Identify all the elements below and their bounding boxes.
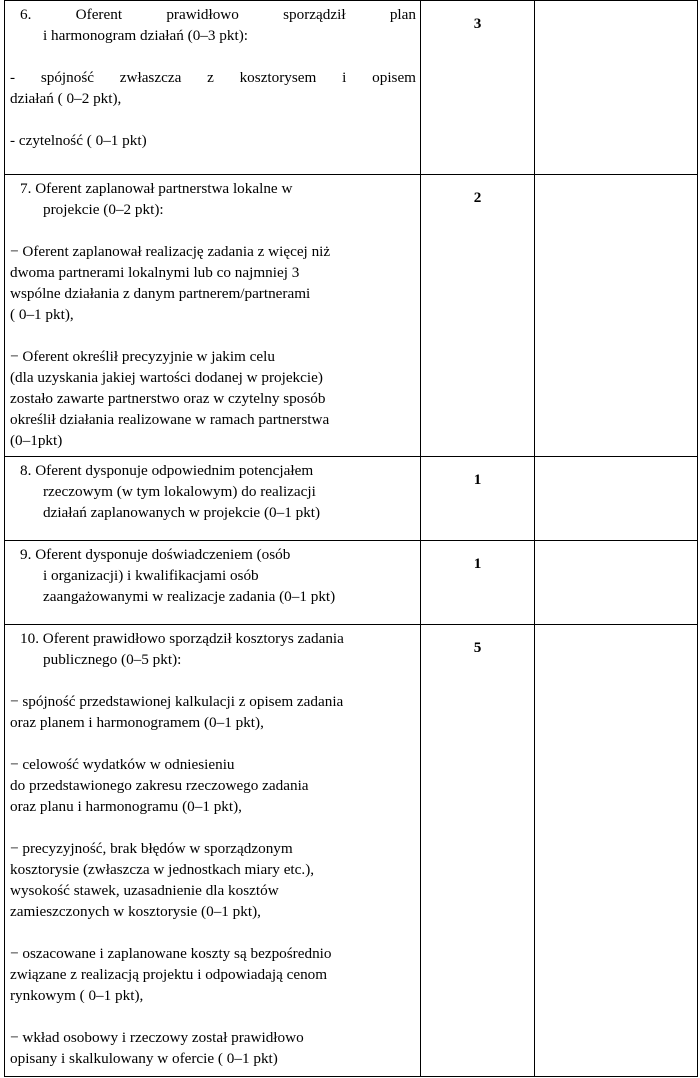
criterion-title	[10, 460, 416, 523]
max-score: 3	[473, 15, 482, 32]
criterion-subitem-line: określił działania realizowane w ramach partnerstwa	[10, 411, 330, 428]
criteria-row	[5, 625, 698, 1077]
criterion-title-line: projekcie (0–2 pkt):	[43, 201, 164, 218]
criterion-subitem-line: - spójność zwłaszcza z kosztorysem i opisem	[10, 69, 416, 86]
criterion-title-line: 8. Oferent dysponuje odpowiednim potencjałem	[20, 462, 314, 479]
criterion-subitem-line: − wkład osobowy i rzeczowy został prawidłowo	[10, 1029, 304, 1046]
max-score: 1	[473, 471, 482, 488]
criterion-subitem-line: do przedstawionego zakresu rzeczowego zadania	[10, 777, 309, 794]
criterion-subitem	[10, 691, 416, 733]
criterion-subitem	[10, 67, 416, 109]
criterion-subitem	[10, 130, 416, 151]
criterion-description	[5, 625, 420, 1073]
criteria-row	[5, 541, 698, 625]
criterion-title-line: 6. Oferent prawidłowo sporządził plan	[20, 6, 416, 23]
criterion-title-line: i organizacji) i kwalifikacjami osób	[43, 567, 259, 584]
awarded-score-cell	[535, 1, 698, 175]
criterion-subitem-line: oraz planem i harmonogramem (0–1 pkt),	[10, 714, 264, 731]
criterion-subitem-line: kosztorysie (zwłaszcza w jednostkach miary etc.),	[10, 861, 315, 878]
max-score-cell	[421, 625, 535, 1077]
criterion-subitem-line: (0–1pkt)	[10, 432, 63, 449]
max-score: 1	[473, 555, 482, 572]
criteria-row	[5, 175, 698, 457]
criterion-subitem-line: związane z realizacją projektu i odpowiadają cenom	[10, 966, 328, 983]
criterion-title-line: zaangażowanymi w realizacje zadania (0–1 pkt)	[43, 588, 336, 605]
criterion-subitem-line: dwoma partnerami lokalnymi lub co najmniej 3	[10, 264, 300, 281]
max-score-cell	[421, 541, 535, 625]
criterion-title-line: 7. Oferent zaplanował partnerstwa lokalne w	[20, 180, 293, 197]
max-score: 2	[473, 189, 482, 206]
awarded-score-cell	[535, 625, 698, 1077]
criterion-subitem	[10, 838, 416, 922]
criterion-subitem-line: oraz planu i harmonogramu (0–1 pkt),	[10, 798, 242, 815]
criterion-subitem-line: − Oferent określił precyzyjnie w jakim celu	[10, 348, 275, 365]
criterion-title-line: rzeczowym (w tym lokalowym) do realizacji	[43, 483, 316, 500]
criterion-title	[10, 628, 416, 670]
criterion-description-cell	[5, 1, 421, 175]
criterion-subitem-line: (dla uzyskania jakiej wartości dodanej w projekcie)	[10, 369, 323, 386]
awarded-score-cell	[535, 457, 698, 541]
criterion-title	[10, 544, 416, 607]
criterion-subitem	[10, 241, 416, 325]
criteria-row	[5, 1, 698, 175]
max-score-cell	[421, 1, 535, 175]
awarded-score-cell	[535, 175, 698, 457]
criterion-subitem-line: zamieszczonych w kosztorysie (0–1 pkt),	[10, 903, 261, 920]
criterion-subitem-line: rynkowym ( 0–1 pkt),	[10, 987, 144, 1004]
criterion-description	[5, 1, 420, 155]
criterion-title-line: działań zaplanowanych w projekcie (0–1 pkt)	[43, 504, 321, 521]
criterion-subitem-line: zostało zawarte partnerstwo oraz w czytelny sposób	[10, 390, 326, 407]
criterion-subitem-line: − oszacowane i zaplanowane koszty są bezpośrednio	[10, 945, 332, 962]
criterion-subitem-line: − Oferent zaplanował realizację zadania z więcej niż	[10, 243, 331, 260]
criterion-subitem	[10, 346, 416, 451]
criterion-title-line: i harmonogram działań (0–3 pkt):	[43, 27, 248, 44]
max-score-cell	[421, 175, 535, 457]
criterion-subitem	[10, 943, 416, 1006]
criterion-subitem-line: działań ( 0–2 pkt),	[10, 90, 122, 107]
awarded-score-cell	[535, 541, 698, 625]
criteria-table-body	[5, 1, 698, 1077]
criterion-subitem	[10, 754, 416, 817]
criterion-subitem-line: - czytelność ( 0–1 pkt)	[10, 132, 147, 149]
criterion-subitem-line: opisany i skalkulowany w ofercie ( 0–1 pkt)	[10, 1050, 278, 1067]
criterion-description	[5, 541, 420, 611]
criterion-subitem-line: wspólne działania z danym partnerem/partnerami	[10, 285, 311, 302]
criterion-subitem-line: − precyzyjność, brak błędów w sporządzonym	[10, 840, 293, 857]
max-score-cell	[421, 457, 535, 541]
criterion-subitem	[10, 1027, 416, 1069]
criterion-subitem-line: − celowość wydatków w odniesieniu	[10, 756, 235, 773]
criterion-description-cell	[5, 175, 421, 457]
criterion-title	[10, 178, 416, 220]
criterion-description-cell	[5, 541, 421, 625]
criterion-description-cell	[5, 625, 421, 1077]
criterion-title	[10, 4, 416, 46]
criterion-subitem-line: ( 0–1 pkt),	[10, 306, 74, 323]
max-score: 5	[473, 639, 482, 656]
criterion-description	[5, 457, 420, 527]
criterion-description	[5, 175, 420, 455]
criterion-title-line: 9. Oferent dysponuje doświadczeniem (osób	[20, 546, 291, 563]
criterion-subitem-line: − spójność przedstawionej kalkulacji z opisem zadania	[10, 693, 344, 710]
criteria-table	[4, 0, 698, 1077]
criterion-title-line: 10. Oferent prawidłowo sporządził kosztorys zadania	[20, 630, 344, 647]
criterion-subitem-line: wysokość stawek, uzasadnienie dla kosztów	[10, 882, 279, 899]
criterion-title-line: publicznego (0–5 pkt):	[43, 651, 182, 668]
criteria-row	[5, 457, 698, 541]
criterion-description-cell	[5, 457, 421, 541]
